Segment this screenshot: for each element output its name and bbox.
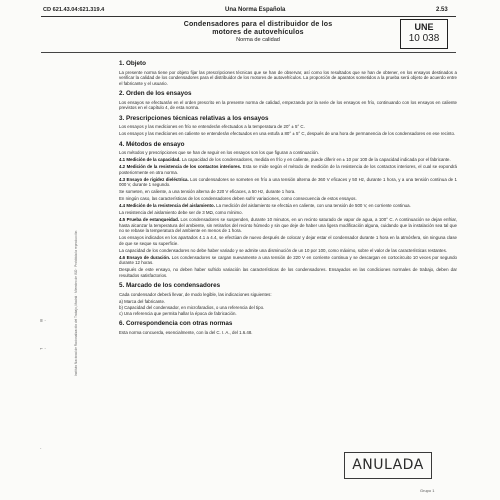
paragraph: Los ensayos y las mediciones en caliente se entenderán efectuados en una estufa a 80° ± 5° C, después de una hora de permanencia de los condensadores en ese recinto. <box>119 131 456 136</box>
list-item: c) Una referencia que permita hallar la época de fabricación. <box>119 310 237 316</box>
paragraph: Los ensayos se efectuarán en el orden prescrito en la presente norma de calidad, empezando por la serie de los ensayos en frío, continuando con los ensayos en caliente previstos en el capítulo 4, de esta norma. <box>119 99 457 110</box>
side-publisher-note: Instituto Nacional de Racionalización del Trabajo, Madrid · Miembro de ISO · Prohibida la reproducción <box>74 230 78 376</box>
subsection-number: 4.3 <box>119 176 126 182</box>
subsection-text: En ningún caso, las características de los condensadores deben sufrir variaciones, como consecuencia de estos ensayos. <box>119 196 357 201</box>
anulada-stamp: ANULADA <box>344 452 432 479</box>
subsection <box>119 235 457 246</box>
title-subtitle: Norma de calidad <box>236 37 280 44</box>
subsection <box>119 189 457 195</box>
subsection <box>119 196 457 202</box>
une-label: UNE <box>414 22 434 32</box>
document-title <box>160 21 356 44</box>
paragraph: Los métodos y prescripciones que se han de seguir en los ensayos son los que figuran a continuación. <box>119 150 319 155</box>
une-badge <box>400 19 448 49</box>
section-title: 6. Correspondencia con otras normas <box>119 320 233 328</box>
subsection <box>119 157 457 163</box>
paragraph: Esta norma concuerda, esencialmente, con la del C. I. A., del 1.6.48. <box>119 329 253 335</box>
subsection <box>119 203 457 209</box>
section-title: 1. Objeto <box>119 60 146 67</box>
subsection-text: Los ensayos indicados en los apartados 4.1 a 4.4, se efectúan de nuevo después de colocar y dejar estar el condensador durante 1 hora en la atmósfera, sin ninguna clase de que se seque su superficie. <box>119 235 457 246</box>
subsection-heading: Prueba de estanqueidad. <box>126 217 180 222</box>
subsection <box>119 177 457 188</box>
subsection-text: Los condensadores se suspenden, durante 10 minutos, en un recinto saturado de vapor de agua, a 100° C. A continuación se dejan enfriar, hasta alcanzar la temperatura del ambiente, sin retirarlos del recinto húmedo y sin que deje de haber una ligera modificación alguna, cuidando que la instalación sea tal que no se rebase la temperatura del ambiente en menos de 1 hora. <box>119 217 457 233</box>
subsection-heading: Ensayo de rigidez dieléctrica. <box>126 176 189 182</box>
section-title: 2. Orden de los ensayos <box>119 90 192 97</box>
subsection-text: La resistencia del aislamiento debe ser de 3 MΩ, como mínimo. <box>119 210 243 215</box>
subsection-text: Se someten, en caliente, a una tensión alterna de 220 V eficaces, a 50 Hz, durante 1 hora. <box>119 189 296 194</box>
cdu-code: CD 621.43.04:621.319.4 <box>43 7 105 13</box>
margin-mark: ⌐ · <box>40 346 46 352</box>
subsection <box>119 210 457 216</box>
section-title: 4. Métodos de ensayo <box>119 140 185 148</box>
subsection-text: Después de este ensayo, no deben haber sufrido variación las características de los condensadores. Ensayados en las condiciones normales de trabajo, deben dar resultados satisfactorios. <box>119 267 457 278</box>
subsection-heading: Ensayo de duración. <box>126 254 171 260</box>
page-code: 2.53 <box>436 7 448 13</box>
subsection-heading: Medición de la capacidad. <box>126 157 181 162</box>
subsection-number: 4.2 <box>119 164 126 169</box>
subsection-text: La medición del aislamiento se efectúa en caliente, con una tensión de 500 V, en corriente continua. <box>216 203 411 208</box>
title-line-1: Condensadores para el distribuidor de los <box>183 21 333 28</box>
subsection-text: La capacidad de los condensadores, medida en frío y en caliente, puede diferir en ± 10 por 100 de la capacidad indicada por el fabricante. <box>181 157 451 162</box>
subsection <box>119 217 457 234</box>
margin-mark: · <box>40 446 42 452</box>
subsection-heading: Medición de la resistencia de los contactos interiores. <box>126 164 242 169</box>
subsection <box>119 255 457 266</box>
paragraph: Los ensayos y las mediciones en frío se entenderán efectuados a la temperatura de 20° ± 5° C. <box>119 124 305 129</box>
subsection-heading: Medición de la resistencia del aislamiento. <box>126 203 215 208</box>
norm-name: Una Norma Española <box>225 7 286 13</box>
subsection-text: La capacidad de los condensadores no debe haber variado y se admite una disminución de un 10 por 100, como máximo, sobre el valor de las características restantes. <box>119 247 448 253</box>
section-title: 3. Prescripciones técnicas relativas a los ensayos <box>119 114 269 122</box>
header-rule <box>41 16 456 17</box>
subsection-number: 4.4 <box>119 203 126 208</box>
document-body <box>119 60 457 337</box>
page-number: Grupo 1 <box>420 488 435 493</box>
subsection-text: Los condensadores se cargan nuevamente a una tensión de 220 V en corriente continua y se descargan en cortocircuito 10 veces por segundo durante 12 horas. <box>119 254 457 265</box>
paragraph: La presente norma tiene por objeto fijar las prescripciones técnicas que se han de observar, así como los resultados que se han de obtener, en los ensayos destinados a verificar la calidad de los condensadores para el distribuidor de los motores de autovehículos. La proporción de aparatos sometidos a la prueba será objeto de acuerdo entre el fabricante y el usuario. <box>119 69 457 86</box>
section-title: 5. Marcado de los condensadores <box>119 282 221 289</box>
subsection <box>119 248 457 254</box>
subsection-number: 4.5 <box>119 217 126 222</box>
une-number: 10 038 <box>408 33 440 44</box>
subsection-number: 4.1 <box>119 157 126 162</box>
list-item: a) Marca del fabricante. <box>119 298 166 304</box>
margin-mark: ≡ · <box>40 318 46 324</box>
title-rule <box>41 52 456 53</box>
subsection <box>119 267 457 278</box>
subsection-text: Los condensadores se someten en frío a una tensión alterna de 360 V eficaces y 50 Hz, durante 1 hora, y a una tensión continua de 1 000 V, durante 1 segundo. <box>119 176 457 187</box>
list-item: b) Capacidad del condensador, en microfaradios, o una referencia del tipo. <box>119 304 265 310</box>
paragraph: Cada condensador deberá llevar, de modo legible, las indicaciones siguientes: <box>119 291 272 297</box>
subsection <box>119 164 457 175</box>
subsection-number: 4.6 <box>119 254 126 260</box>
subsection-text: Esta se mide según el método de medición de la resistencia de los contactos interiores, el cual se expondrá posteriormente en otra norma. <box>119 164 457 175</box>
title-line-2: motores de autovehículos <box>212 28 304 36</box>
